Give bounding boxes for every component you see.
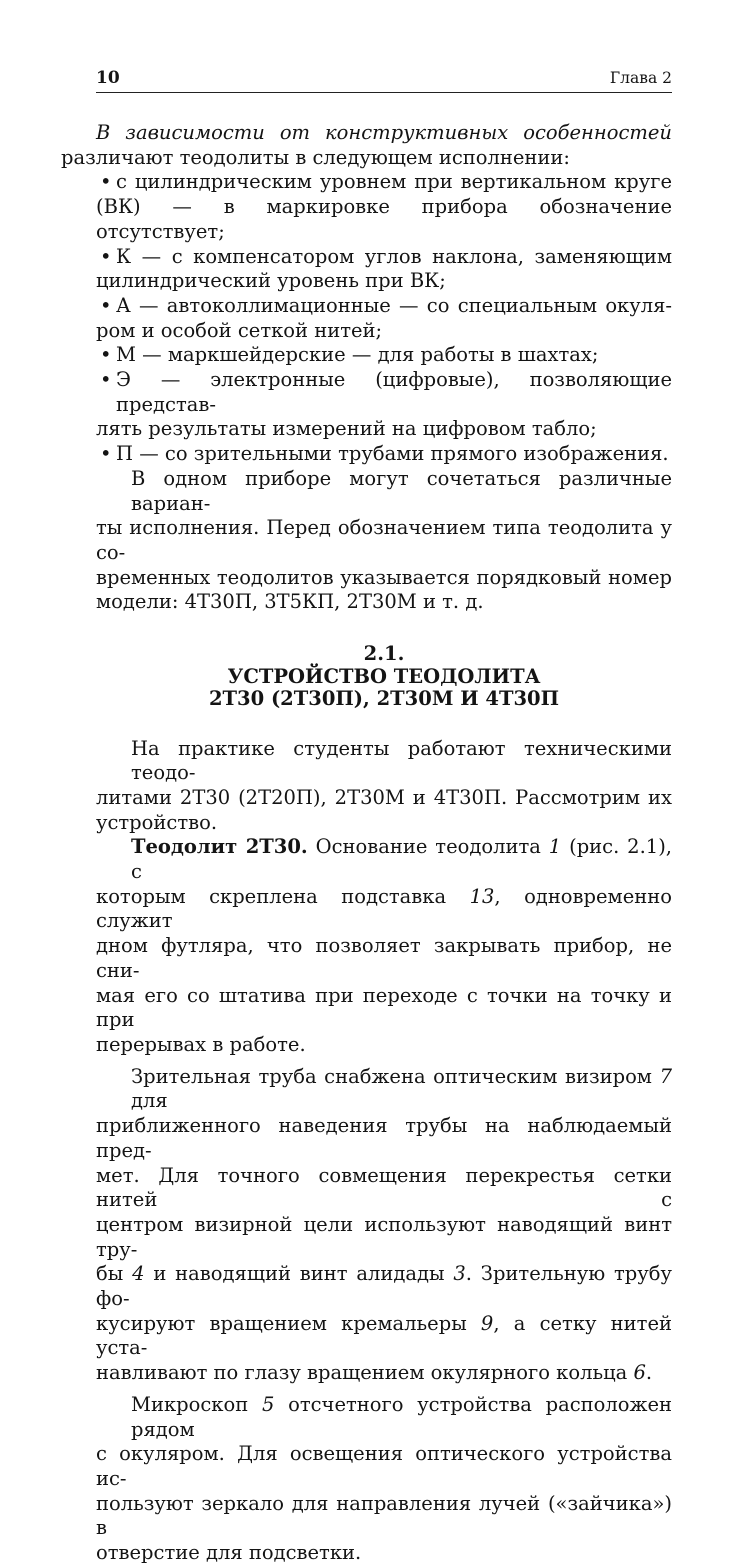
chapter-label: Глава 2: [609, 69, 672, 87]
practice-paragraph: На практике студенты работают техническими теодо- литами 2Т30 (2Т20П), 2Т30М и 4Т30П. Рассмотрим их устройство.: [96, 736, 672, 834]
variants-list: [96, 170, 672, 466]
list-item: • К — с компенсатором углов наклона, заменяющим цилиндрический уровень при ВК;: [96, 245, 672, 294]
list-item: • М — маркшейдерские — для работы в шахтах;: [96, 343, 672, 368]
section-heading: [96, 643, 672, 711]
book-page: [61, 68, 673, 1566]
variants-paragraph: В одном приборе могут сочетаться различные вариан- ты исполнения. Перед обозначением типа теодолита у со- временных теодолитов указывается порядковый номер модели: 4Т30П, 3Т5КП, 2Т30М и т. д.: [96, 466, 672, 614]
microscope-paragraph: Микроскоп 5 отсчетного устройства расположен рядом с окуляром. Для освещения оптического устройства ис- пользуют зеркало для направления лучей («зайчика») в отверстие для подсветки.: [96, 1392, 672, 1565]
section-number: 2.1.: [363, 642, 405, 666]
intro-italic: В зависимости от конструктивных особенностей: [96, 121, 672, 144]
section-title-line-1: УСТРОЙСТВО ТЕОДОЛИТА: [227, 664, 541, 688]
telescope-paragraph: Зрительная труба снабжена оптическим визиром 7 для приближенного наведения трубы на наблюдаемый пред- мет. Для точного совмещения перекрестья сетки нитей с центром визирной цели используют наводящий винт тру- бы 4 и наводящий винт алидады 3. Зрительную трубу фо- кусируют вращением кремальеры 9, а сетку нитей уста- навливают по глазу вращением окулярного кольца 6.: [96, 1064, 672, 1385]
list-item: • с цилиндрическим уровнем при вертикальном круге (ВК) — в маркировке прибора обозначение отсутствует;: [96, 170, 672, 244]
theodolite-2t30-paragraph: Теодолит 2Т30. Основание теодолита 1 (рис. 2.1), с которым скреплена подставка 13, одновременно служит дном футляра, что позволяет закрывать прибор, не сни- мая его со штатива при переходе с точки на точку и при перерывах в работе.: [96, 835, 673, 1056]
list-item: • А — автоколлимационные — со специальным окуля- ром и особой сеткой нитей;: [96, 294, 672, 343]
section-title-line-2: 2Т30 (2Т30П), 2Т30М И 4Т30П: [208, 687, 560, 711]
list-item: • П — со зрительными трубами прямого изображения.: [96, 442, 672, 467]
page-number: 10: [96, 68, 120, 88]
list-item: • Э — электронные (цифровые), позволяющие представ- лять результаты измерений на цифровом табло;: [96, 368, 672, 442]
page-body: [61, 121, 673, 1566]
intro-rest: различают теодолиты в следующем исполнении:: [61, 145, 570, 169]
running-header: [96, 68, 672, 93]
theodolite-2t30-lead: Теодолит 2Т30.: [131, 835, 308, 859]
intro-paragraph: [61, 121, 672, 170]
